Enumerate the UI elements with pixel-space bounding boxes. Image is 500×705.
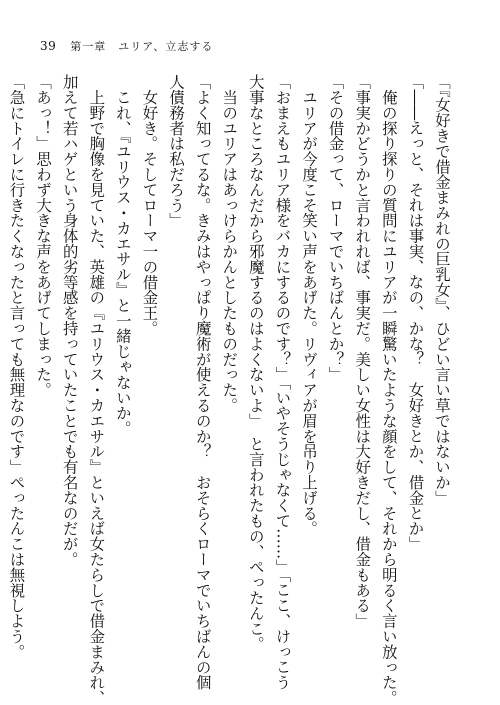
text-line: 「『女好きで借金まみれの巨乳女』、ひどい言い草ではないか」 [433,74,451,506]
text-line: 大事なところなんだから邪魔するのはよくないよ」 と言われたもの、ぺったんこ。 [246,74,265,652]
text-line: 人債務者は私だろう」 [167,74,186,228]
text-line: 「――えっと、それは事実、なの、かな？ 女好きとか、借金とか」 [406,74,425,552]
text-line: 「あっ！」思わず大きな声をあげてしまった。 [34,74,53,398]
text-line: 「よく知ってるな。きみはやっぱり魔術が使えるのか？ おそらくローマでいちばんの個 [193,74,212,690]
text-line: 当のユリアはあっけらかんとしたものだった。 [220,74,239,413]
text-line: これ、『ユリウス・カエサル』と一緒じゃないか。 [113,74,132,436]
text-line: 「事実かどうかと言われれば、事実だ。美しい女性は大好きだし、借金もある」 [353,74,372,629]
page-header [40,38,213,54]
text-line: 上野で胸像を見ていた、英雄の『ユリウス・カエサル』といえば女たらしで借金まみれ、 [87,74,106,705]
text-line: 俺の探り探りの質問にユリアが一瞬驚いたような顔をして、それから明るく言い放った。 [379,74,398,705]
page-number: 39 [40,39,57,53]
text-line: 加えて若ハゲという身体的劣等感を持っていたことでも有名なのだが。 [60,74,79,567]
running-title: 第一章 ユリア、立志する [70,40,214,53]
body-text [0,74,455,705]
text-line: 女好き。そしてローマ一の借金王。 [140,74,159,336]
text-line: 「急にトイレに行きたくなったと言っても無理なのです」ぺったんこは無視しよう。 [7,74,26,660]
text-line: ユリアが今度こそ笑い声をあげた。リヴィアが眉を吊り上げる。 [300,74,319,536]
text-line: 「その借金って、ローマでいちばんとか？」 [326,74,345,382]
text-line: 「おまえもユリア様をバカにするのです？」「いやそうじゃなくて……」「ここ、けっこう [273,74,292,690]
